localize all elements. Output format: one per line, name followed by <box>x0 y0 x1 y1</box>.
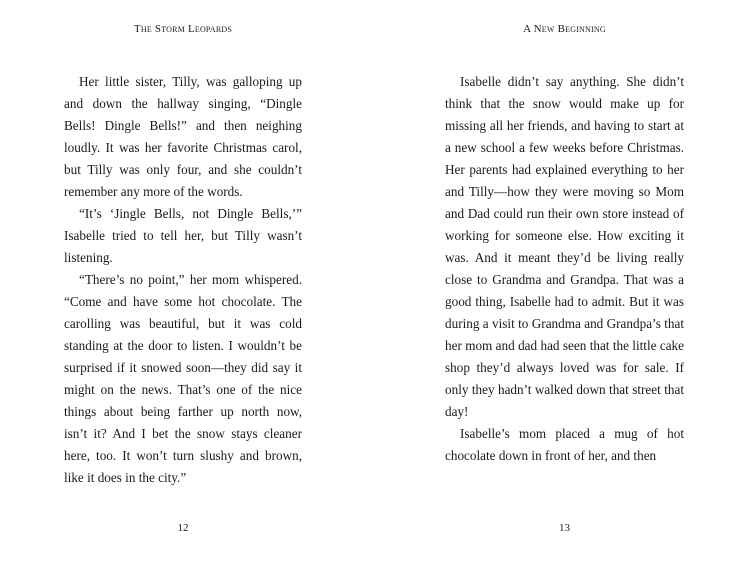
paragraph: Isabelle’s mom placed a mug of hot chocolate down in front of her, and then <box>445 426 684 463</box>
right-page-body <box>445 71 684 467</box>
page-number: 12 <box>177 522 189 534</box>
paragraph: Isabelle didn’t say anything. She didn’t think that the snow would make up for missing all her friends, and having to start at a new school a few weeks before Christmas. Her parents had explained everything to her and Tilly—how they were moving so Mom and Dad could run their own store instead of working for someone else. How exciting it was. And it meant they’d be living really close to Grandma and Grandpa. That was a good thing, Isabelle had to admit. But it was during a visit to Grandma and Grandpa’s that her mom and dad had seen that the little cake shop they’d always loved was for sale. If only they hadn’t walked down that street that day! <box>445 74 684 419</box>
paragraph: Her little sister, Tilly, was galloping up and down the hallway singing, “Dingle Bells! Dingle Bells!” and then neighing loudly. It was her favorite Christmas carol, but Tilly was only four, and she couldn’t remember any more of the words. <box>64 74 302 199</box>
paragraph: “It’s ‘Jingle Bells, not Dingle Bells,’” Isabelle tried to tell her, but Tilly wasn’t listening. <box>64 206 302 265</box>
left-page-body <box>64 71 302 489</box>
paragraph: “There’s no point,” her mom whispered. “Come and have some hot chocolate. The carolling was beautiful, but it was cold standing at the door to listen. I wouldn’t be surprised if it snowed soon—they did say it might on the news. That’s one of the nice things about being farther up north now, isn’t it? And I bet the snow stays cleaner here, too. It won’t turn slushy and brown, like it does in the city.” <box>64 272 302 485</box>
left-page <box>64 0 302 576</box>
running-head-chapter-title: A New Beginning <box>523 23 606 35</box>
page-number: 13 <box>559 522 570 534</box>
right-page <box>445 0 684 576</box>
running-head-book-title: The Storm Leopards <box>133 23 232 35</box>
